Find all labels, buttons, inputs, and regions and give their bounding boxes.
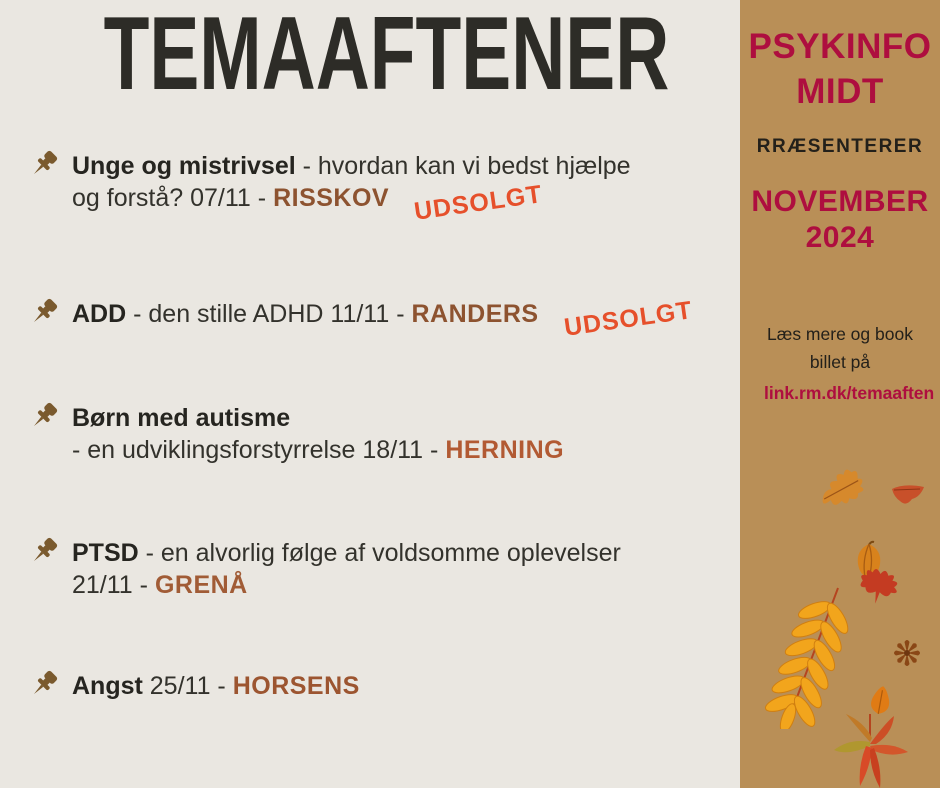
pushpin-icon: [28, 400, 60, 432]
sold-out-badge: UDSOLGT: [561, 296, 694, 342]
page-title: TEMAAFTENER: [103, 0, 670, 112]
event-line: [72, 670, 740, 702]
event-title: Angst: [72, 672, 143, 700]
presenter-label: RRÆSENTERER: [756, 136, 924, 157]
pushpin-icon: [28, 668, 60, 700]
leaf-fragment-icon: [890, 481, 926, 511]
event-line: [72, 537, 740, 569]
month-label: NOVEMBER 2024: [751, 185, 929, 254]
info-line: Læs mere og book billet på: [767, 324, 913, 372]
event-text: 25/11 -: [142, 672, 233, 700]
event-line: [72, 569, 740, 601]
event-text: - hvordan kan vi bedst hjælpe: [295, 152, 631, 180]
info-text: [764, 320, 935, 407]
event-item: [28, 670, 740, 702]
event-location: RISSKOV: [273, 184, 390, 212]
event-title: Unge og mistrivsel: [72, 152, 296, 180]
event-item: [28, 296, 740, 342]
event-line: [72, 150, 740, 182]
event-location: HORSENS: [232, 672, 360, 700]
rowan-leaf-icon: [764, 584, 856, 729]
pushpin-icon: [28, 296, 60, 328]
event-line: [72, 180, 740, 226]
booking-link[interactable]: link.rm.dk/temaaften: [764, 383, 935, 403]
pushpin-icon: [28, 148, 60, 180]
event-title: Børn med autisme: [72, 404, 291, 432]
event-text: og forstå? 07/11 -: [72, 184, 274, 212]
event-text: - en alvorlig følge af voldsomme oplevelser: [138, 539, 621, 567]
event-location: GRENÅ: [154, 571, 248, 599]
event-item: [28, 537, 740, 601]
event-title: ADD: [72, 300, 127, 328]
brand-title: PSYKINFO MIDT: [748, 27, 932, 111]
oak-leaf-icon: [814, 464, 870, 514]
event-title: PTSD: [72, 539, 139, 567]
maple-leaf-icon: [856, 566, 902, 606]
event-location: HERNING: [445, 436, 565, 464]
event-location: RANDERS: [411, 300, 539, 328]
event-lines: [72, 670, 740, 702]
event-lines: [72, 402, 740, 466]
event-lines: [72, 150, 740, 226]
event-lines: [72, 296, 740, 342]
sidebar: [740, 0, 940, 788]
star-anise-icon: [890, 636, 924, 670]
event-line: [72, 296, 740, 342]
event-item: [28, 402, 740, 466]
event-item: [28, 150, 740, 226]
event-line: [72, 434, 740, 466]
event-text: 21/11 -: [72, 571, 155, 599]
event-text: - en udviklingsforstyrrelse 18/11 -: [72, 436, 446, 464]
event-text: - den stille ADHD 11/11 -: [126, 300, 412, 328]
vine-leaf-icon: [828, 712, 912, 788]
pushpin-icon: [28, 535, 60, 567]
event-lines: [72, 537, 740, 601]
event-line: [72, 402, 740, 434]
sold-out-badge: UDSOLGT: [412, 180, 545, 226]
